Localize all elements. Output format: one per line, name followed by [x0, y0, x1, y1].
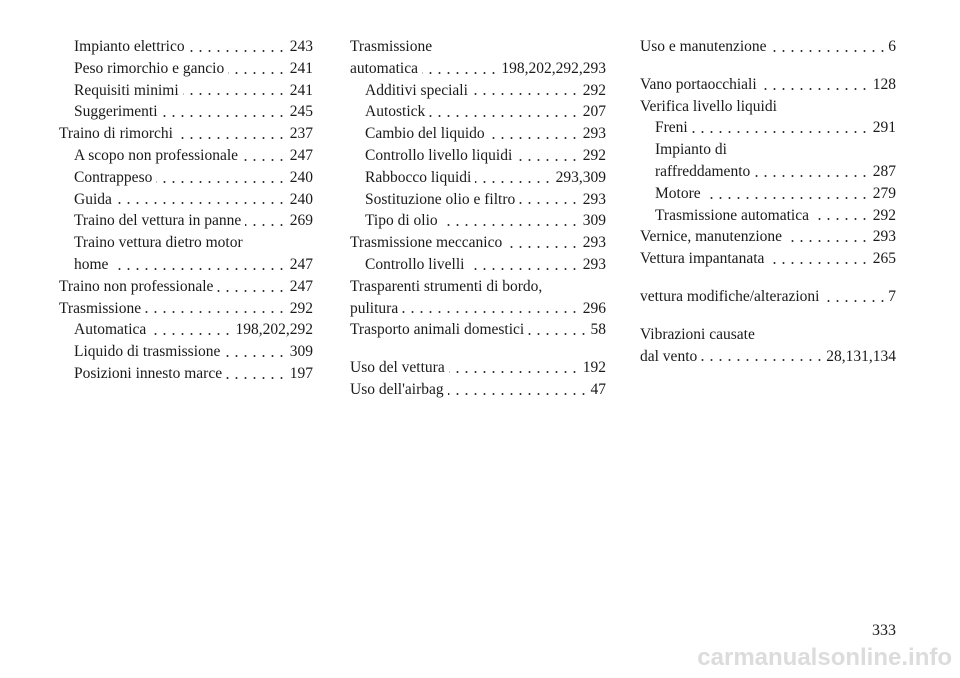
page-number: 333	[872, 622, 896, 639]
index-entry-page: 198,202,292	[232, 319, 314, 341]
index-entry	[640, 226, 896, 248]
index-entry-label: automatica	[350, 60, 422, 77]
index-entry	[350, 58, 606, 80]
index-entry	[350, 357, 606, 379]
index-entry-label: Additivi speciali	[365, 82, 472, 99]
index-subentry	[365, 123, 606, 145]
index-entry-label: Verifica livello liquidi	[640, 98, 781, 115]
index-entry-page: 6	[884, 36, 896, 58]
index-entry-page: 293,309	[552, 167, 606, 189]
index-entry-page: 243	[286, 36, 313, 58]
index-subentry	[74, 80, 313, 102]
index-entry-label: Automatica	[74, 321, 150, 338]
index-entry-page: 293	[579, 189, 606, 211]
index-spacer	[640, 270, 896, 286]
index-entry-label: Vettura impantanata	[640, 250, 768, 267]
index-entry-page: 293	[869, 226, 896, 248]
index-entry-label: Vibrazioni causate	[640, 326, 759, 343]
index-subentry	[74, 36, 313, 58]
index-entry-label: Rabbocco liquidi	[365, 169, 475, 186]
index-entry-page: 309	[579, 210, 606, 232]
index-column-2	[350, 36, 606, 401]
index-entry-label: Sostituzione olio e filtro	[365, 191, 519, 208]
index-entry-label: raffreddamento	[655, 163, 754, 180]
index-entry-label: Uso e manutenzione	[640, 38, 771, 55]
index-entry-label: vettura modifiche/alterazioni	[640, 288, 823, 305]
index-entry-page: 293	[579, 123, 606, 145]
index-entry-page: 292	[579, 145, 606, 167]
index-subentry	[365, 189, 606, 211]
index-subentry	[365, 101, 606, 123]
index-entry-label: Traino del vettura in panne	[74, 212, 245, 229]
index-entry-page: 198,202,292,293	[497, 58, 606, 80]
index-subentry	[74, 145, 313, 167]
index-entry-label: Trasporto animali domestici	[350, 321, 528, 338]
index-entry-label: Tipo di olio	[365, 212, 442, 229]
index-entry-page: 291	[869, 117, 896, 139]
index-entry-label: pulitura	[350, 300, 402, 317]
watermark-text[interactable]: carmanualsonline.info	[697, 644, 952, 671]
index-entry	[350, 36, 606, 58]
index-entry-page: 293	[579, 232, 606, 254]
index-entry	[350, 319, 606, 341]
index-entry-label: Trasmissione	[350, 38, 436, 55]
index-subentry	[74, 319, 313, 341]
index-entry-page: 47	[587, 379, 607, 401]
index-subentry	[655, 139, 896, 161]
index-entry-page: 293	[579, 254, 606, 276]
index-subentry	[74, 167, 313, 189]
index-entry-page: 241	[286, 58, 313, 80]
index-column-3	[640, 36, 896, 367]
index-entry-label: Cambio del liquido	[365, 125, 489, 142]
index-entry-page: 292	[286, 298, 313, 320]
index-subentry	[74, 232, 313, 254]
index-entry-label: Vano portaocchiali	[640, 76, 761, 93]
index-entry-page: 241	[286, 80, 313, 102]
index-spacer	[640, 58, 896, 74]
index-entry-page: 240	[286, 189, 313, 211]
index-entry-page: 247	[286, 145, 313, 167]
index-entry-label: Guida	[74, 191, 116, 208]
index-entry-page: 247	[286, 276, 313, 298]
index-entry-label: Controllo livelli	[365, 256, 468, 273]
index-entry	[640, 74, 896, 96]
index-entry-page: 58	[587, 319, 607, 341]
index-subentry	[655, 183, 896, 205]
index-entry	[640, 286, 896, 308]
index-subentry	[74, 210, 313, 232]
index-entry-page: 245	[286, 101, 313, 123]
index-entry-label: Impianto elettrico	[74, 38, 189, 55]
index-subentry	[365, 167, 606, 189]
index-entry	[350, 232, 606, 254]
index-entry	[640, 248, 896, 270]
index-entry-label: Trasparenti strumenti di bordo,	[350, 278, 546, 295]
index-entry-label: A scopo non professionale	[74, 147, 242, 164]
index-entry-label: Contrappeso	[74, 169, 156, 186]
index-entry-label: Traino vettura dietro motor	[74, 234, 247, 251]
index-entry-label: Uso del vettura	[350, 359, 449, 376]
index-entry-label: Traino di rimorchi	[59, 125, 177, 142]
index-subentry	[365, 80, 606, 102]
index-entry	[350, 379, 606, 401]
index-entry-page: 279	[869, 183, 896, 205]
index-entry-page: 237	[286, 123, 313, 145]
index-subentry	[365, 210, 606, 232]
index-subentry	[655, 161, 896, 183]
index-entry-label: home	[74, 256, 112, 273]
index-entry-page: 128	[869, 74, 896, 96]
index-entry-page: 28,131,134	[822, 346, 896, 368]
index-entry	[640, 346, 896, 368]
index-entry-label: Suggerimenti	[74, 103, 162, 120]
index-entry	[640, 324, 896, 346]
index-entry-label: Impianto di	[655, 141, 731, 158]
index-entry-page: 240	[286, 167, 313, 189]
index-subentry	[74, 189, 313, 211]
index-subentry	[655, 117, 896, 139]
index-entry-label: Controllo livello liquidi	[365, 147, 516, 164]
index-entry-page: 247	[286, 254, 313, 276]
index-entry-label: Requisiti minimi	[74, 82, 183, 99]
index-entry-label: Trasmissione meccanico	[350, 234, 506, 251]
index-column-1	[59, 36, 313, 385]
index-entry	[59, 298, 313, 320]
index-entry	[59, 276, 313, 298]
index-entry-page: 287	[869, 161, 896, 183]
index-entry-page: 7	[884, 286, 896, 308]
index-entry	[59, 123, 313, 145]
index-subentry	[74, 101, 313, 123]
index-entry-label: dal vento	[640, 348, 701, 365]
index-entry	[350, 276, 606, 298]
index-entry-label: Motore	[655, 185, 705, 202]
index-entry-label: Traino non professionale	[59, 278, 217, 295]
index-entry-label: Trasmissione	[59, 300, 145, 317]
index-entry-label: Autostick	[365, 103, 429, 120]
index-subentry	[74, 254, 313, 276]
index-entry-label: Posizioni innesto marce	[74, 365, 226, 382]
index-entry-label: Trasmissione automatica	[655, 207, 813, 224]
index-entry-label: Freni	[655, 119, 692, 136]
index-spacer	[640, 308, 896, 324]
index-entry-page: 292	[869, 205, 896, 227]
index-entry-page: 296	[579, 298, 606, 320]
index-entry-label: Liquido di trasmissione	[74, 343, 224, 360]
index-entry	[350, 298, 606, 320]
index-subentry	[365, 145, 606, 167]
index-entry-label: Peso rimorchio e gancio	[74, 60, 228, 77]
index-subentry	[365, 254, 606, 276]
index-subentry	[74, 341, 313, 363]
index-entry-page: 197	[286, 363, 313, 385]
index-entry-page: 207	[579, 101, 606, 123]
index-entry-page: 192	[579, 357, 606, 379]
index-entry-page: 292	[579, 80, 606, 102]
index-spacer	[350, 341, 606, 357]
index-subentry	[74, 58, 313, 80]
index-entry-page: 265	[869, 248, 896, 270]
index-entry	[640, 96, 896, 118]
index-subentry	[655, 205, 896, 227]
index-entry-label: Uso dell'airbag	[350, 381, 448, 398]
index-subentry	[74, 363, 313, 385]
index-entry	[640, 36, 896, 58]
index-entry-page: 269	[286, 210, 313, 232]
index-entry-label: Vernice, manutenzione	[640, 228, 786, 245]
index-entry-page: 309	[286, 341, 313, 363]
